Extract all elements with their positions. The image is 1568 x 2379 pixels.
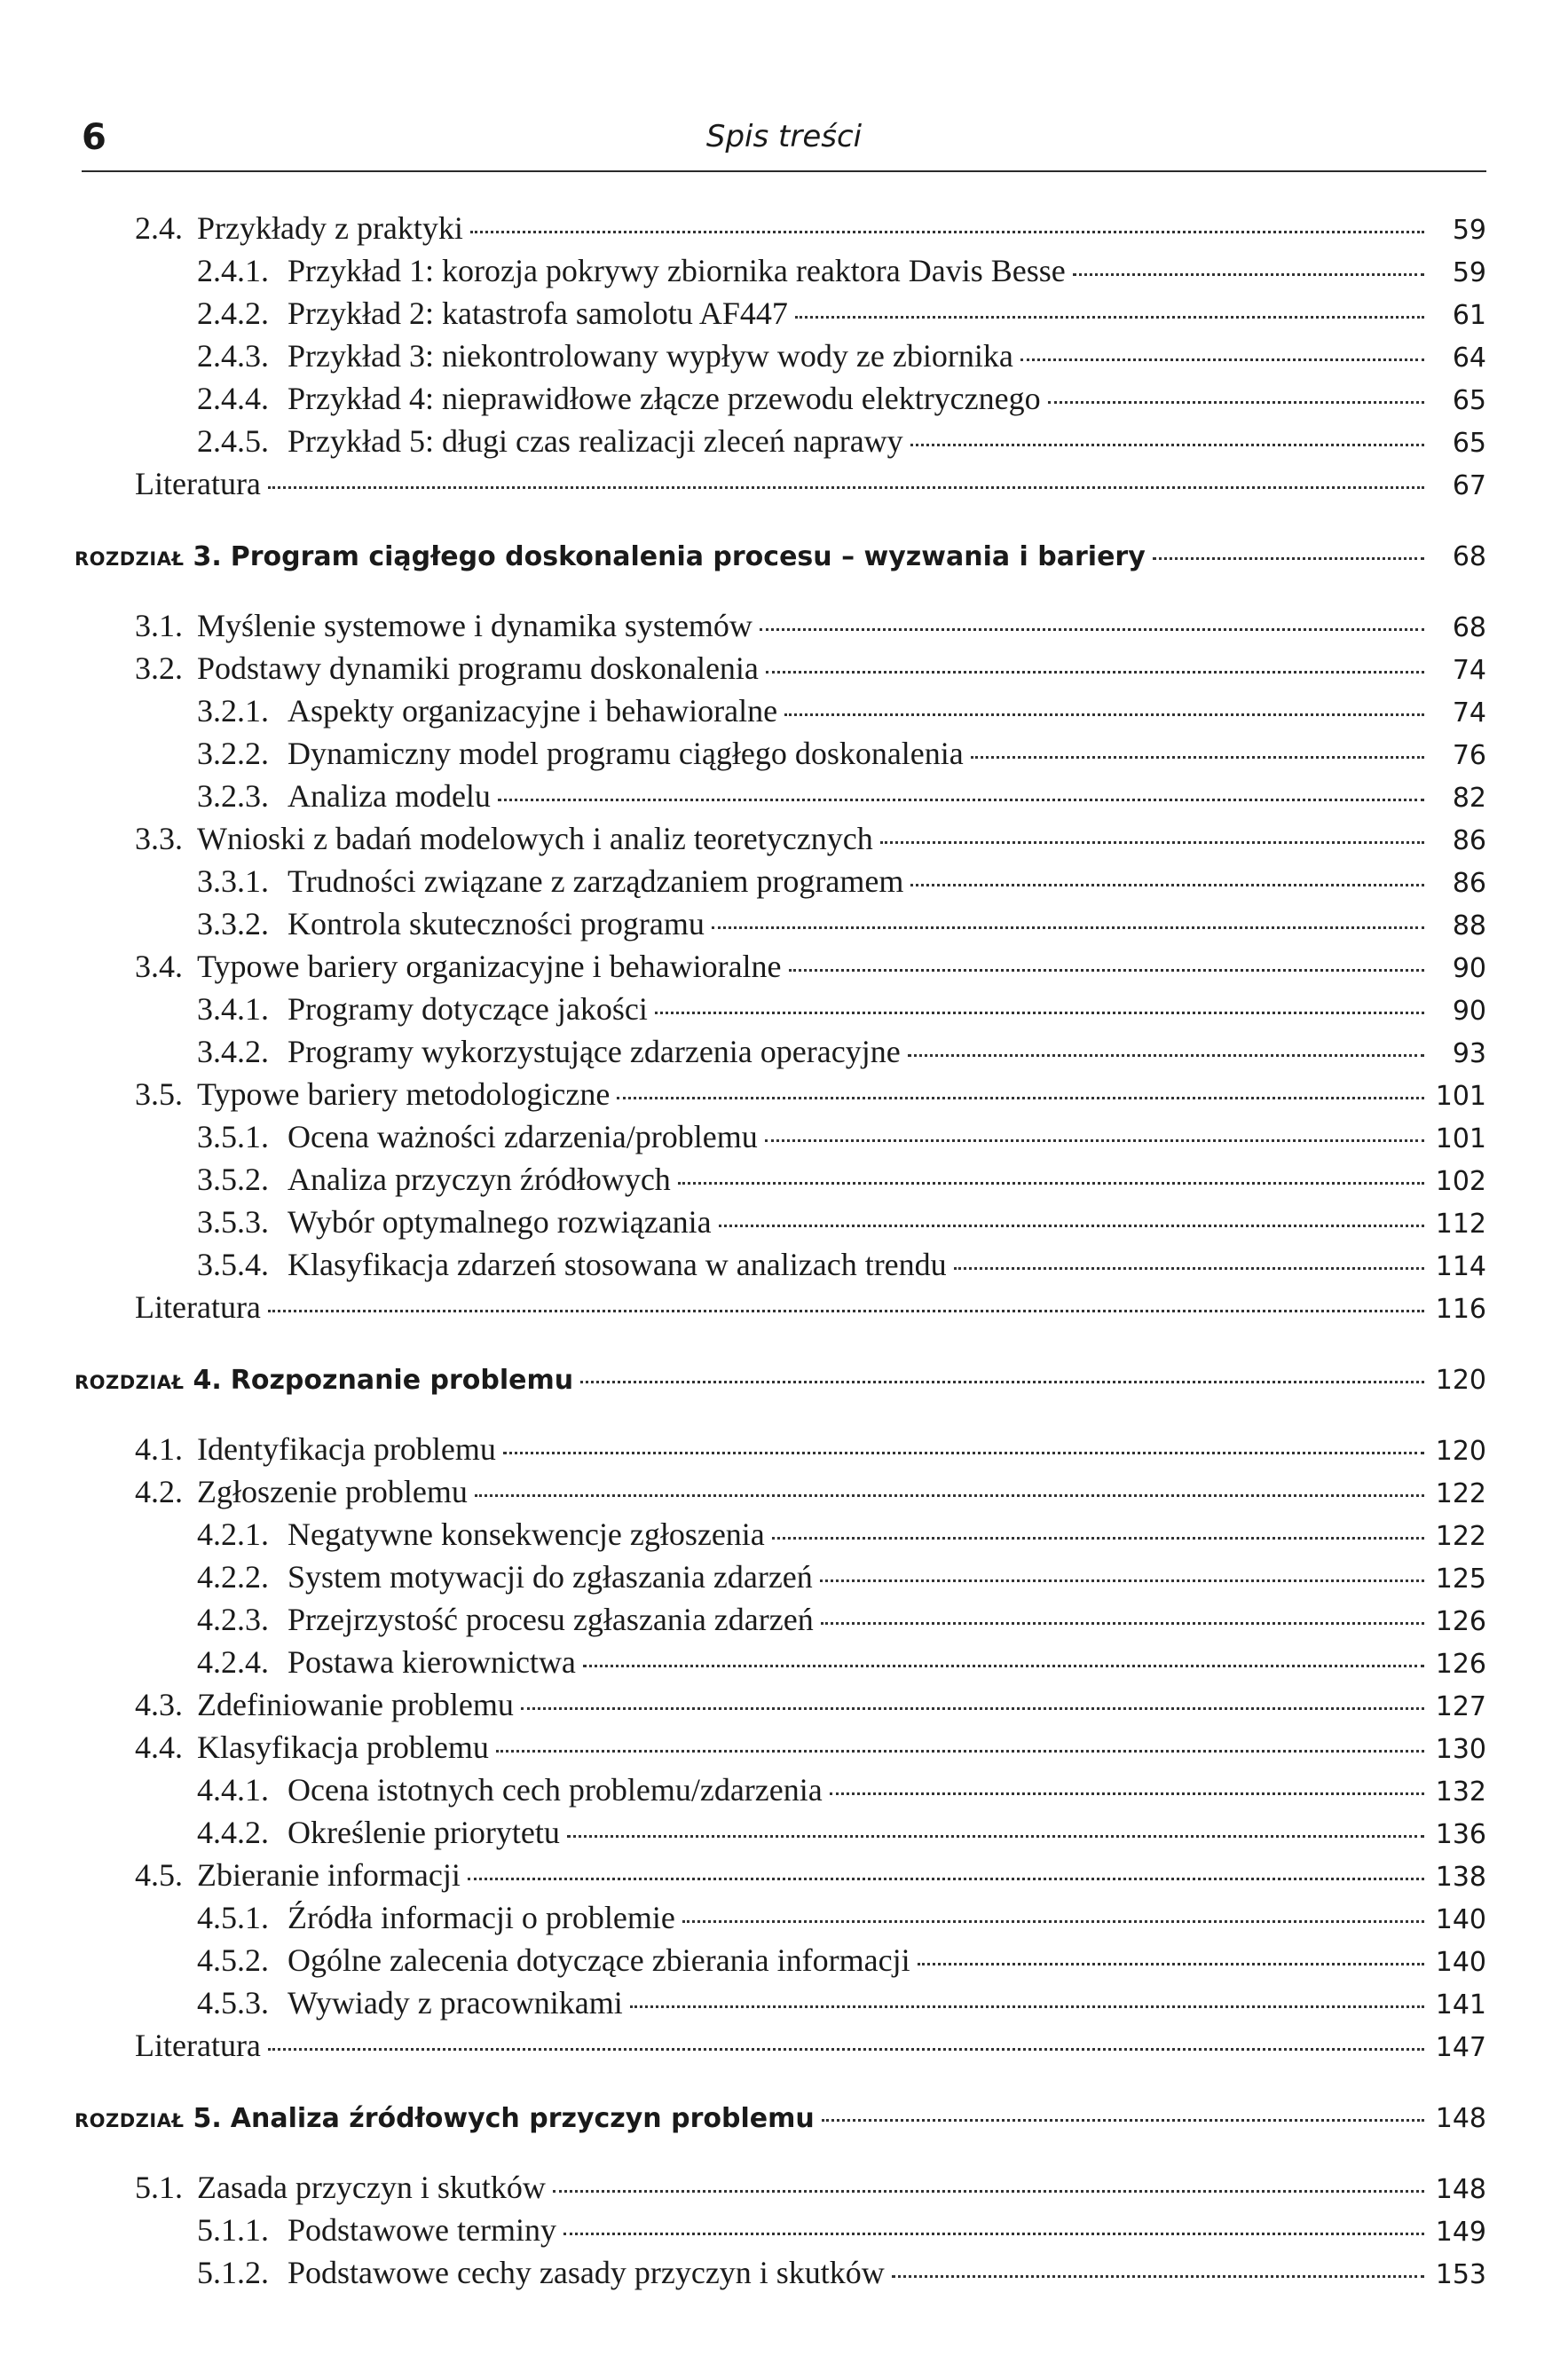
section-title: Wnioski z badań modelowych i analiz teoretycznych: [197, 821, 873, 856]
page-ref: 61: [1452, 300, 1486, 331]
dot-leader: [521, 1707, 1424, 1710]
section-title: Określenie priorytetu: [288, 1815, 560, 1850]
dot-leader: [268, 2048, 1424, 2051]
section-number: 5.1.2.: [197, 2255, 269, 2290]
section-title: Ocena istotnych cech problemu/zdarzenia: [288, 1772, 823, 1808]
section-title: Źródła informacji o problemie: [288, 1900, 675, 1935]
section-number: 4.2.2.: [197, 1559, 269, 1595]
dot-leader: [820, 1579, 1424, 1582]
dot-leader: [910, 444, 1424, 446]
section-number: 4.4.2.: [197, 1815, 269, 1850]
section-number: 4.2.: [135, 1474, 183, 1509]
dot-leader: [830, 1792, 1424, 1795]
toc-subsection[interactable]: [197, 1984, 1486, 2027]
page-ref: 114: [1435, 1251, 1486, 1282]
page-ref: 90: [1452, 953, 1486, 984]
toc-subsection[interactable]: [197, 1558, 1486, 1601]
page-ref: 102: [1435, 1166, 1486, 1197]
dot-leader: [784, 713, 1424, 716]
page-ref: 126: [1435, 1649, 1486, 1680]
section-title: Negatywne konsekwencje zgłoszenia: [288, 1516, 765, 1552]
section-number: 3.3.: [135, 821, 183, 856]
section-number: 3.2.2.: [197, 736, 269, 771]
toc-subsection[interactable]: [197, 1771, 1486, 1814]
dot-leader: [475, 1494, 1424, 1497]
dot-leader: [268, 1310, 1424, 1312]
toc-subsection[interactable]: [197, 1516, 1486, 1558]
section-title: Aspekty organizacyjne i behawioralne: [288, 693, 778, 729]
toc-subsection[interactable]: [197, 777, 1486, 820]
section-number: 2.4.3.: [197, 338, 269, 374]
section-number: 3.3.2.: [197, 906, 269, 941]
page-ref: 90: [1452, 996, 1486, 1027]
toc-subsection[interactable]: [197, 1899, 1486, 1942]
dot-leader: [918, 1963, 1424, 1965]
section-number: 3.5.3.: [197, 1204, 269, 1240]
toc-section[interactable]: [135, 1686, 1486, 1729]
dot-leader: [583, 1665, 1424, 1667]
toc-section[interactable]: [135, 607, 1486, 650]
page-ref: 101: [1435, 1123, 1486, 1154]
page-ref: 68: [1452, 612, 1486, 643]
section-number: 4.2.4.: [197, 1644, 269, 1680]
toc-literature[interactable]: [135, 2027, 1486, 2069]
page-ref: 122: [1435, 1521, 1486, 1552]
page-ref: 148: [1435, 2174, 1486, 2205]
toc-subsection[interactable]: [197, 735, 1486, 777]
page-ref: 122: [1435, 1478, 1486, 1509]
page-ref: 65: [1452, 428, 1486, 459]
toc-subsection[interactable]: [197, 337, 1486, 380]
page-ref: 65: [1452, 385, 1486, 416]
toc-section[interactable]: [135, 209, 1486, 252]
section-number: 3.1.: [135, 608, 183, 643]
page-ref: 88: [1452, 910, 1486, 941]
dot-leader: [496, 1750, 1424, 1753]
chapter-title: Analiza źródłowych przyczyn problemu: [230, 2103, 815, 2134]
section-title: Analiza modelu: [288, 778, 491, 814]
section-title: Podstawy dynamiki programu doskonalenia: [197, 650, 759, 686]
section-title: Literatura: [135, 1289, 261, 1325]
section-number: 3.4.1.: [197, 991, 269, 1027]
section-number: 3.2.3.: [197, 778, 269, 814]
chapter-number: 4.: [193, 1365, 222, 1396]
section-title: Programy wykorzystujące zdarzenia operacyjne: [288, 1034, 901, 1069]
toc-subsection[interactable]: [197, 1033, 1486, 1075]
toc-subsection[interactable]: [197, 380, 1486, 422]
section-number: 3.5.4.: [197, 1247, 269, 1282]
page-number: 6: [82, 117, 106, 158]
dot-leader: [1073, 273, 1424, 276]
page-ref: 86: [1452, 825, 1486, 856]
toc-literature[interactable]: [135, 1288, 1486, 1331]
chapter-title: Rozpoznanie problemu: [230, 1365, 574, 1396]
section-title: Typowe bariery organizacyjne i behawioralne: [197, 949, 782, 984]
dot-leader: [1153, 557, 1424, 560]
toc-subsection[interactable]: [197, 2254, 1486, 2296]
toc-chapter[interactable]: [75, 2103, 1486, 2146]
section-title: Wybór optymalnego rozwiązania: [288, 1204, 712, 1240]
dot-leader: [1020, 358, 1424, 361]
chapter-number: 5.: [193, 2103, 222, 2134]
section-number: 5.1.1.: [197, 2212, 269, 2248]
page-ref: 59: [1452, 215, 1486, 246]
section-title: Analiza przyczyn źródłowych: [288, 1162, 671, 1197]
section-title: Ogólne zalecenia dotyczące zbierania informacji: [288, 1942, 910, 1978]
toc-section[interactable]: [135, 1473, 1486, 1516]
dot-leader: [470, 231, 1424, 233]
section-title: Zgłoszenie problemu: [197, 1474, 468, 1509]
dot-leader: [954, 1267, 1424, 1270]
toc-subsection[interactable]: [197, 1601, 1486, 1643]
section-number: 4.3.: [135, 1687, 183, 1722]
toc-section[interactable]: [135, 650, 1486, 692]
toc-subsection[interactable]: [197, 905, 1486, 948]
dot-leader: [880, 841, 1424, 844]
dot-leader: [908, 1054, 1424, 1057]
section-title: Zbieranie informacji: [197, 1857, 461, 1893]
dot-leader: [719, 1225, 1424, 1227]
toc-section[interactable]: [135, 948, 1486, 990]
section-number: 4.4.1.: [197, 1772, 269, 1808]
toc-literature[interactable]: [135, 465, 1486, 508]
dot-leader: [772, 1537, 1424, 1540]
chapter-label: ROZDZIAŁ: [75, 1372, 185, 1393]
page-ref: 126: [1435, 1606, 1486, 1637]
dot-leader: [760, 628, 1424, 631]
dot-leader: [821, 1622, 1424, 1625]
dot-leader: [678, 1182, 1424, 1185]
toc-section[interactable]: [135, 1075, 1486, 1118]
section-number: 4.2.1.: [197, 1516, 269, 1552]
page-ref: 140: [1435, 1904, 1486, 1935]
section-number: 4.5.2.: [197, 1942, 269, 1978]
page-ref: 74: [1452, 697, 1486, 729]
page-ref: 64: [1452, 343, 1486, 374]
section-number: 4.2.3.: [197, 1602, 269, 1637]
toc-section[interactable]: [135, 1856, 1486, 1899]
section-title: Przykład 1: korozja pokrywy zbiornika reaktora Davis Besse: [288, 253, 1066, 288]
page-ref: 130: [1435, 1734, 1486, 1765]
section-number: 2.4.2.: [197, 295, 269, 331]
section-title: Klasyfikacja problemu: [197, 1729, 489, 1765]
toc-chapter[interactable]: [75, 1365, 1486, 1407]
section-title: Literatura: [135, 466, 261, 501]
page-ref: 125: [1435, 1564, 1486, 1595]
section-title: Myślenie systemowe i dynamika systemów: [197, 608, 752, 643]
page-ref: 116: [1435, 1294, 1486, 1325]
page-ref: 153: [1435, 2259, 1486, 2290]
toc-section[interactable]: [135, 1729, 1486, 1771]
section-number: 2.4.5.: [197, 423, 269, 459]
dot-leader: [765, 1139, 1424, 1142]
section-title: Identyfikacja problemu: [197, 1431, 496, 1467]
page-ref: 132: [1435, 1776, 1486, 1808]
section-number: 4.5.1.: [197, 1900, 269, 1935]
section-title: Trudności związane z zarządzaniem programem: [288, 863, 904, 899]
dot-leader: [617, 1097, 1424, 1099]
page-ref: 120: [1435, 1436, 1486, 1467]
dot-leader: [580, 1381, 1424, 1383]
section-title: Programy dotyczące jakości: [288, 991, 648, 1027]
page-ref: 76: [1452, 740, 1486, 771]
section-title: Postawa kierownictwa: [288, 1644, 576, 1680]
section-number: 3.4.2.: [197, 1034, 269, 1069]
section-title: Przykłady z praktyki: [197, 210, 463, 246]
dot-leader: [971, 756, 1424, 759]
page-ref: 141: [1435, 1989, 1486, 2021]
dot-leader: [1048, 401, 1424, 404]
section-title: Podstawowe cechy zasady przyczyn i skutków: [288, 2255, 885, 2290]
section-number: 3.2.: [135, 650, 183, 686]
dot-leader: [567, 1835, 1424, 1838]
section-title: Przykład 2: katastrofa samolotu AF447: [288, 295, 788, 331]
section-number: 3.5.1.: [197, 1119, 269, 1154]
toc-section[interactable]: [135, 820, 1486, 863]
toc-subsection[interactable]: [197, 863, 1486, 905]
section-title: Zasada przyczyn i skutków: [197, 2170, 546, 2205]
section-title: Klasyfikacja zdarzeń stosowana w analizach trendu: [288, 1247, 947, 1282]
dot-leader: [789, 969, 1424, 972]
page-ref: 149: [1435, 2217, 1486, 2248]
page-ref: 74: [1452, 655, 1486, 686]
section-number: 4.4.: [135, 1729, 183, 1765]
dot-leader: [553, 2190, 1424, 2193]
section-title: Kontrola skuteczności programu: [288, 906, 705, 941]
dot-leader: [766, 671, 1424, 674]
dot-leader: [682, 1920, 1424, 1923]
dot-leader: [563, 2233, 1424, 2235]
page-ref: 68: [1452, 541, 1486, 572]
section-title: Przykład 3: niekontrolowany wypływ wody ze zbiornika: [288, 338, 1013, 374]
toc-subsection[interactable]: [197, 692, 1486, 735]
page-ref: 101: [1435, 1081, 1486, 1112]
section-title: Literatura: [135, 2028, 261, 2063]
section-title: Dynamiczny model programu ciągłego doskonalenia: [288, 736, 964, 771]
toc-subsection[interactable]: [197, 295, 1486, 337]
section-title: Typowe bariery metodologiczne: [197, 1076, 611, 1112]
dot-leader: [503, 1452, 1424, 1454]
section-number: 3.2.1.: [197, 693, 269, 729]
page-ref: 148: [1435, 2103, 1486, 2134]
section-number: 3.3.1.: [197, 863, 269, 899]
dot-leader: [712, 926, 1424, 929]
toc-subsection[interactable]: [197, 1814, 1486, 1856]
chapter-number: 3.: [193, 541, 222, 572]
page-ref: 147: [1435, 2032, 1486, 2063]
toc-subsection[interactable]: [197, 990, 1486, 1033]
section-title: System motywacji do zgłaszania zdarzeń: [288, 1559, 813, 1595]
page-ref: 86: [1452, 868, 1486, 899]
toc-subsection[interactable]: [197, 422, 1486, 465]
section-number: 2.4.1.: [197, 253, 269, 288]
page-ref: 59: [1452, 257, 1486, 288]
page-ref: 112: [1435, 1209, 1486, 1240]
section-number: 2.4.4.: [197, 381, 269, 416]
dot-leader: [630, 2005, 1424, 2008]
toc-subsection[interactable]: [197, 1118, 1486, 1161]
page-ref: 93: [1452, 1038, 1486, 1069]
toc-section[interactable]: [135, 1430, 1486, 1473]
toc-subsection[interactable]: [197, 1643, 1486, 1686]
dot-leader: [892, 2275, 1424, 2278]
page-ref: 138: [1435, 1862, 1486, 1893]
section-title: Przykład 5: długi czas realizacji zleceń naprawy: [288, 423, 903, 459]
toc-section[interactable]: [135, 2169, 1486, 2211]
section-title: Wywiady z pracownikami: [288, 1985, 623, 2021]
section-number: 4.1.: [135, 1431, 183, 1467]
dot-leader: [655, 1012, 1424, 1014]
chapter-title: Program ciągłego doskonalenia procesu – wyzwania i bariery: [230, 541, 1146, 572]
section-title: Ocena ważności zdarzenia/problemu: [288, 1119, 758, 1154]
toc-subsection[interactable]: [197, 252, 1486, 295]
toc-chapter[interactable]: [75, 541, 1486, 584]
toc-subsection[interactable]: [197, 1942, 1486, 1984]
section-number: 4.5.3.: [197, 1985, 269, 2021]
dot-leader: [822, 2119, 1424, 2122]
section-number: 3.4.: [135, 949, 183, 984]
section-title: Przejrzystość procesu zgłaszania zdarzeń: [288, 1602, 814, 1637]
section-number: 2.4.: [135, 210, 183, 246]
chapter-label: ROZDZIAŁ: [75, 548, 185, 570]
page-ref: 120: [1435, 1365, 1486, 1396]
toc-subsection[interactable]: [197, 1246, 1486, 1288]
toc-subsection[interactable]: [197, 2211, 1486, 2254]
page-ref: 140: [1435, 1947, 1486, 1978]
toc-subsection[interactable]: [197, 1203, 1486, 1246]
section-number: 3.5.2.: [197, 1162, 269, 1197]
section-title: Przykład 4: nieprawidłowe złącze przewodu elektrycznego: [288, 381, 1041, 416]
dot-leader: [268, 486, 1424, 489]
running-title: Spis treści: [705, 119, 863, 154]
section-number: 3.5.: [135, 1076, 183, 1112]
section-number: 4.5.: [135, 1857, 183, 1893]
page-ref: 136: [1435, 1819, 1486, 1850]
section-title: Podstawowe terminy: [288, 2212, 556, 2248]
page-ref: 82: [1452, 783, 1486, 814]
dot-leader: [498, 799, 1424, 801]
page-header: [82, 114, 1486, 172]
dot-leader: [910, 884, 1424, 886]
page-ref: 127: [1435, 1691, 1486, 1722]
section-title: Zdefiniowanie problemu: [197, 1687, 514, 1722]
dot-leader: [468, 1878, 1424, 1880]
section-number: 5.1.: [135, 2170, 183, 2205]
dot-leader: [795, 316, 1424, 319]
toc-subsection[interactable]: [197, 1161, 1486, 1203]
chapter-label: ROZDZIAŁ: [75, 2110, 185, 2131]
page-ref: 67: [1452, 470, 1486, 501]
